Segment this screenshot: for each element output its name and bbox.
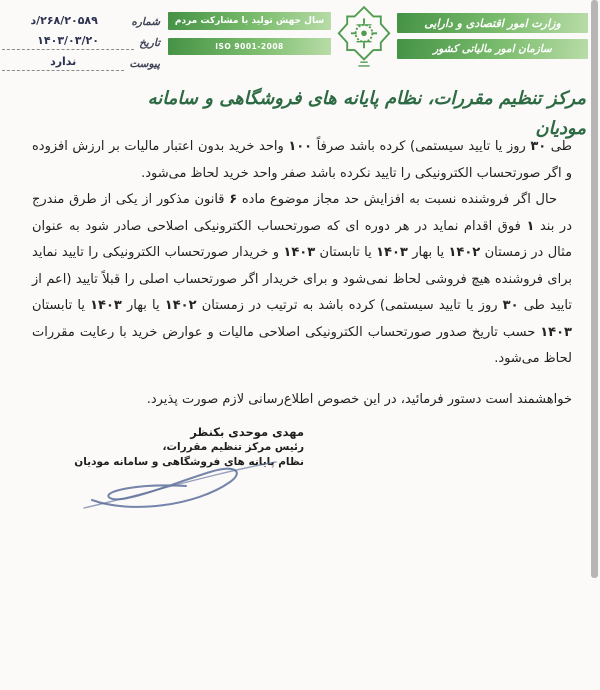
body-paragraph-1: طی ۳۰ روز یا تایید سیستمی) کرده باشد صرفاً ۱۰۰ واحد خرید بدون اعتبار مالیات بر ارزش افزوده و اگر صورتحساب الکترونیکی را تایید نکرده باشد صفر واحد خرید لحاظ می‌شود. [32, 139, 572, 181]
date-field [2, 29, 134, 50]
signatory-role-line-2: نظام پایانه های فروشگاهی و سامانه مودیان [74, 456, 304, 468]
ministry-banner [397, 13, 588, 33]
attachment-field [2, 50, 124, 71]
letter-meta-block [2, 11, 160, 74]
signature-block [72, 425, 304, 514]
date-label: تاریخ [139, 37, 160, 49]
letter-body [32, 134, 572, 514]
organization-banner [397, 39, 588, 59]
attachment-value: ندارد [50, 55, 77, 68]
signatory-name: مهدی موحدی بکنظر [190, 425, 304, 439]
body-paragraph-2: حال اگر فروشنده نسبت به افزایش حد مجاز موضوع ماده ۶ قانون مذکور از یکی از طرق مندرج در بند ۱ فوق اقدام نماید در هر دوره ای که صورتحساب الکترونیکی اصلاحی صادر شود به عنوان مثال در زمستان ۱۴۰۲ یا بهار ۱۴۰۳ یا تابستان ۱۴۰۳ و خریدار صورتحساب الکترونیکی را تایید نماید برای فروشنده هیچ فروشی لحاظ نمی‌شود و برای خریدار اگر صورتحساب اصلی را قبلاً تایید (اعم از تایید طی ۳۰ روز یا تایید سیستمی) کرده باشد به ترتیب در زمستان ۱۴۰۲ یا بهار ۱۴۰۳ یا تابستان ۱۴۰۳ حسب تاریخ صدور صورتحساب الکترونیکی اصلاحی مالیات و عوارض خرید با رعایت مقررات لحاظ می‌شود. [32, 192, 573, 366]
slogan-banner [168, 12, 331, 30]
tax-administration-emblem-icon [336, 4, 392, 70]
attachment-label: پیوست [129, 58, 160, 70]
closing-line: خواهشمند است دستور فرمائید، در این خصوص اطلاع‌رسانی لازم صورت پذیرد. [146, 391, 572, 407]
letter-title: مرکز تنظیم مقررات، نظام پایانه های فروشگاهی و سامانه مودیان [147, 88, 586, 139]
number-field [2, 9, 126, 29]
iso-text: ISO 9001-2008 [215, 42, 284, 51]
letter-date-row [2, 32, 160, 50]
number-label: شماره [131, 16, 160, 28]
scrollbar[interactable] [591, 0, 598, 578]
date-value: ۱۴۰۳/۰۳/۲۰ [37, 34, 99, 47]
slogan-text: سال جهش تولید با مشارکت مردم [174, 16, 325, 26]
letter-number-row [2, 11, 160, 29]
number-value: د/۲۶۸/۲۰۵۸۹ [30, 14, 98, 27]
iso-banner [168, 38, 331, 55]
ministry-text: وزارت امور اقتصادی و دارایی [424, 16, 561, 30]
letter-attachment-row [2, 53, 160, 71]
signatory-role-line-1: رئیس مرکز تنظیم مقررات، [162, 441, 304, 453]
organization-text: سازمان امور مالیاتی کشور [433, 43, 552, 55]
